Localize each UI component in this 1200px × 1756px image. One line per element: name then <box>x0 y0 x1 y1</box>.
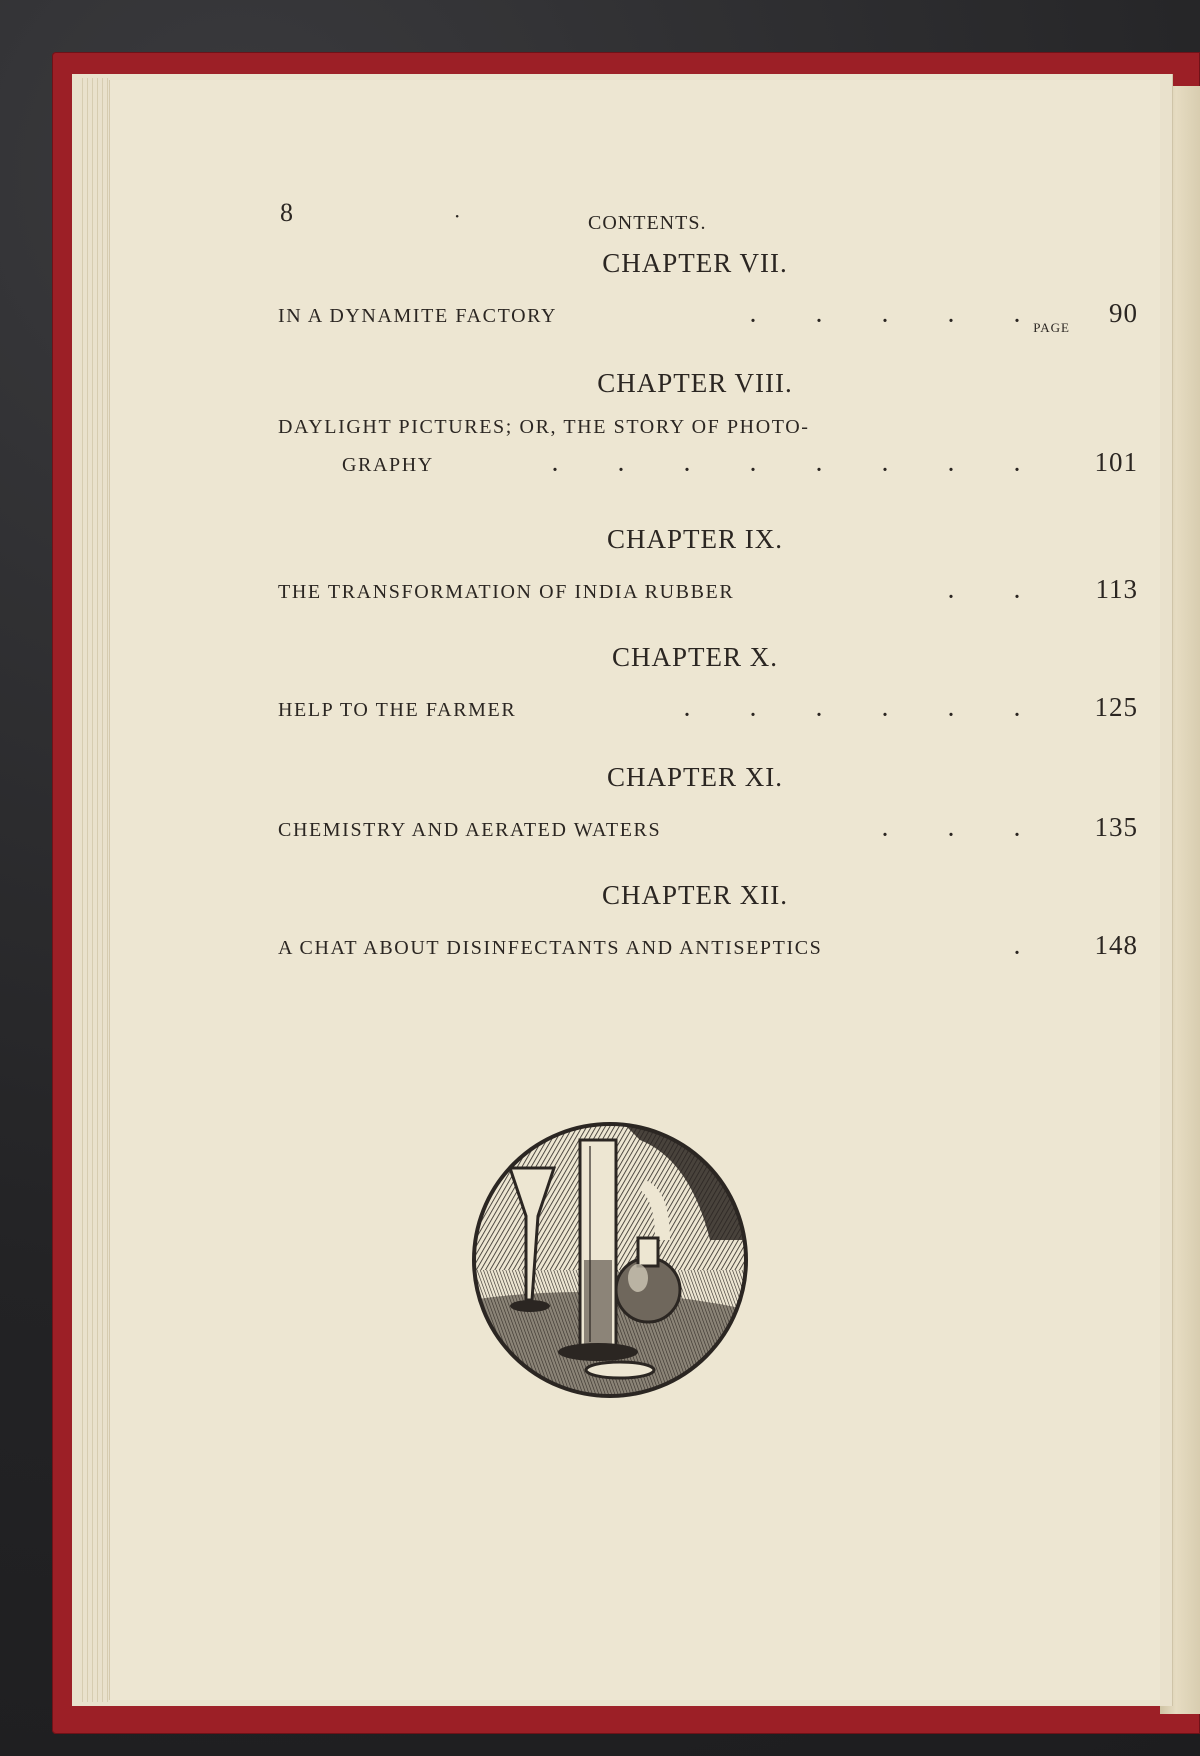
chapter-heading: CHAPTER VIII. <box>597 368 793 398</box>
chapter-heading: CHAPTER VII. <box>602 248 788 278</box>
ornament-dot-icon: · <box>454 204 461 228</box>
entry-page-number: 125 <box>1094 692 1138 722</box>
chapter-heading: CHAPTER IX. <box>606 524 783 554</box>
contents-entry <box>278 416 1138 478</box>
entry-page-number: 101 <box>1094 447 1138 477</box>
contents-entry <box>278 812 1138 843</box>
dot-leader: . . . . . . <box>684 699 1020 721</box>
chemistry-apparatus-vignette-icon <box>470 1120 750 1400</box>
chapter-heading: CHAPTER XI. <box>606 762 783 792</box>
chapter-heading: CHAPTER X. <box>611 642 778 672</box>
entry-page-number: 113 <box>1095 574 1138 604</box>
page-column-label: PAGE <box>1033 320 1070 335</box>
dot-leader: . . . <box>882 819 1020 841</box>
contents-entry <box>278 692 1138 723</box>
contents-page <box>110 80 1160 1700</box>
contents-entry <box>278 298 1138 329</box>
entry-title: THE TRANSFORMATION OF INDIA RUBBER <box>278 581 735 603</box>
contents-entry <box>278 930 1138 961</box>
entry-title: CHEMISTRY AND AERATED WATERS <box>278 819 662 841</box>
entry-title: A CHAT ABOUT DISINFECTANTS AND ANTISEPTICS <box>278 937 823 959</box>
entry-title: HELP TO THE FARMER <box>278 699 517 721</box>
entry-page-number: 148 <box>1094 930 1138 960</box>
entry-page-number: 90 <box>1109 298 1138 328</box>
entry-title: IN A DYNAMITE FACTORY <box>278 305 557 327</box>
dot-leader: . <box>1014 937 1020 959</box>
dot-leader: . . . . . . . . <box>552 454 1020 476</box>
entry-title: DAYLIGHT PICTURES; OR, THE STORY OF PHOTO- <box>278 416 810 438</box>
entry-title-continued: GRAPHY <box>342 454 434 476</box>
contents-entry <box>278 574 1138 605</box>
entry-page-number: 135 <box>1094 812 1138 842</box>
chapter-heading: CHAPTER XII. <box>602 880 788 910</box>
page-number: 8 <box>280 198 293 227</box>
dot-leader: . . <box>948 581 1020 603</box>
dot-leader: . . . . . <box>750 305 1020 327</box>
running-head: CONTENTS. <box>588 212 707 234</box>
